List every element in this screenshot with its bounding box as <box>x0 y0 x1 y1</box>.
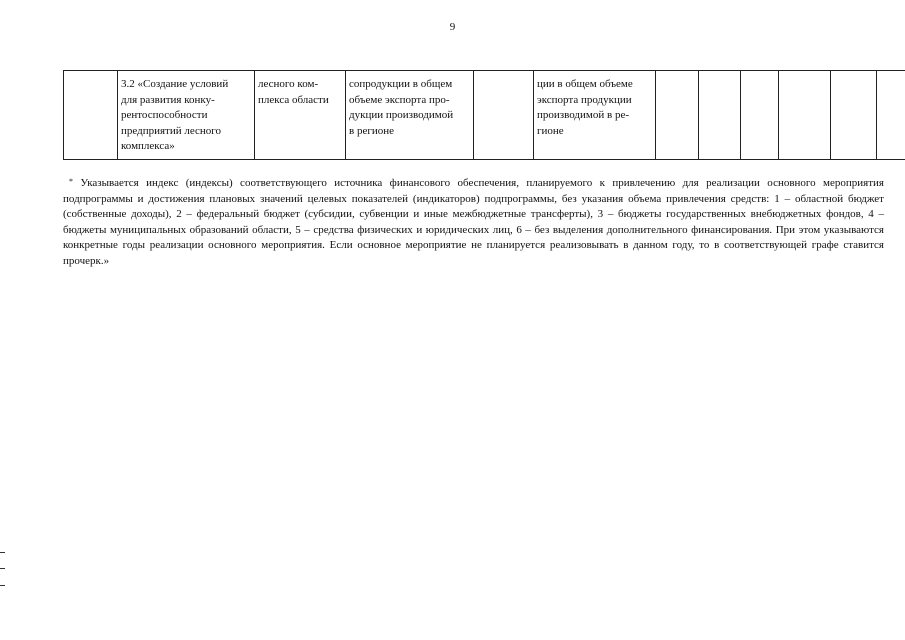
table-cell <box>741 71 779 160</box>
table-cell: сопродукции в общем объеме экспорта про- дукции производимой в регионе <box>346 71 474 160</box>
table-row <box>64 71 905 160</box>
margin-mark <box>0 552 5 553</box>
program-table <box>63 70 905 160</box>
table-cell: ции в общем объеме экспорта продукции производимой в ре- гионе <box>534 71 656 160</box>
margin-mark <box>0 568 5 569</box>
margin-mark <box>0 585 5 586</box>
footnote <box>63 176 884 269</box>
table-cell <box>831 71 877 160</box>
table-cell <box>877 71 905 160</box>
table-cell: лесного ком- плекса области <box>255 71 346 160</box>
table-cell <box>699 71 741 160</box>
table-cell <box>474 71 534 160</box>
activity-name-cell: 3.2 «Создание условий для развития конку- рентоспособности предприятий лесного комплекса» <box>118 71 255 160</box>
page-number: 9 <box>449 21 456 33</box>
footnote-mark: * <box>69 177 73 186</box>
table-cell <box>64 71 118 160</box>
table-cell <box>656 71 699 160</box>
table-cell <box>779 71 831 160</box>
footnote-text: Указывается индекс (индексы) соответствующего источника финансового обеспечения, планируемого к привлечению для реализации основного мероприятия подпрограммы и достижения плановых значений целевых показателей (индикаторов) подпрограммы, без указания объема привлечения средств: 1 – областной бюджет (собственные доходы), 2 – федеральный бюджет (субсидии, субвенции и иные межбюджетные трансферты), 3 – бюджеты государственных внебюджетных фондов, 4 – бюджеты муниципальных образований области, 5 – средства физических и юридических лиц, 6 – без выделения дополнительного финансирования. При этом указываются конкретные годы реализации основного мероприятия. Если основное мероприятие не планируется реализовывать в данном году, то в соответствующей графе ставится прочерк.» <box>63 177 884 267</box>
